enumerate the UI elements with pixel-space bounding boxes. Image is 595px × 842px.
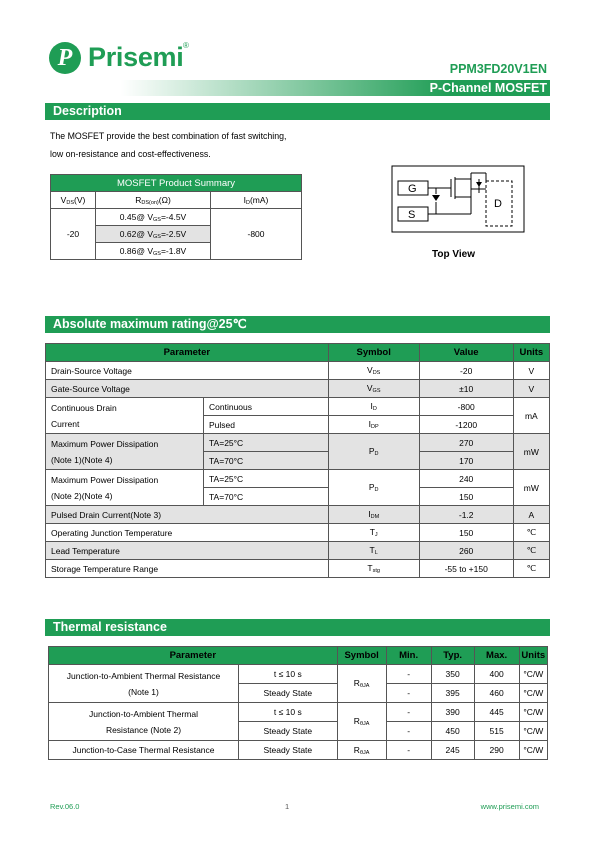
brand-logo-icon: P	[49, 42, 81, 74]
registered-mark: ®	[183, 41, 189, 50]
top-view-caption: Top View	[432, 249, 475, 260]
table-row: Lead Temperature $T_L$ 260 ℃	[46, 542, 550, 560]
table-row: Continuous Drain Current Continuous $I_D$ -800 mA	[46, 398, 550, 416]
table-row: Maximum Power Dissipation (Note 2)(Note 4) TA=25°C $P_D$ 240 mW	[46, 470, 550, 488]
table-row: Drain-Source Voltage $V_{DS}$ -20 V	[46, 362, 550, 380]
brand-name: Prisemi	[88, 42, 184, 72]
table-row: Pulsed $I_{DP}$ -1200	[46, 416, 550, 434]
table-row: Operating Junction Temperature $T_J$ 150 ℃	[46, 524, 550, 542]
pin-g-label: G	[408, 183, 417, 195]
table-row: Steady State - 450 515 °C/W	[49, 722, 548, 741]
table-row: Gate-Source Voltage $V_{GS}$ ±10 V	[46, 380, 550, 398]
footer-revision: Rev.06.0	[50, 802, 80, 811]
table-row: Junction-to-Ambient Thermal Resistance (Note 1) t ≤ 10 s $R_{\theta JA}$ - 350 400 °C/W	[49, 665, 548, 684]
device-type: P-Channel MOSFET	[429, 81, 547, 95]
table-row: Maximum Power Dissipation (Note 1)(Note 4) TA=25°C $P_D$ 270 mW	[46, 434, 550, 452]
summary-vds: -20	[51, 209, 96, 260]
footer-website-link[interactable]: www.prisemi.com	[480, 802, 539, 811]
product-summary-table: MOSFET Product Summary $V_{DS}(V)$ $R_{DS(on)}(\Omega)$ $I_D(mA)$ -20 0.45@ $V_{GS}=-4.5V$ -800 0.62@ $V_{GS}=-2.5V$ 0.86@ $V_{GS}=-1.8V$	[50, 174, 302, 260]
table-row: TA=70°C 150	[46, 488, 550, 506]
table-row: Steady State - 395 460 °C/W	[49, 684, 548, 703]
summary-id: -800	[211, 209, 302, 260]
table-row: Junction-to-Case Thermal Resistance Steady State $R_{\theta JA}$ - 245 290 °C/W	[49, 741, 548, 760]
part-number: PPM3FD20V1EN	[449, 62, 547, 76]
description-text: The MOSFET provide the best combination of fast switching, low on-resistance and cost-effectiveness.	[50, 131, 287, 159]
table-row: Pulsed Drain Current(Note 3) $I_{DM}$ -1.2 A	[46, 506, 550, 524]
table-row: TA=70°C 170	[46, 452, 550, 470]
table-row: Junction-to-Ambient Thermal Resistance (Note 2) t ≤ 10 s $R_{\theta JA}$ - 390 445 °C/W	[49, 703, 548, 722]
abs-max-table: Parameter Symbol Value Units Drain-Source Voltage $V_{DS}$ -20 V Gate-Source Voltage $V_{GS}$ ±10 V Continuous Drain Current Continuous $I_D$ -800 mA Pulsed $I_{DP}$ -1200 Maximum Power Dissipation (Note 1)(Note 4) TA=25°C $P_D$ 270 mW TA=70°C 170 Maximum Power Dissipation (Note 2)(Note 4) TA=25°C $P_D$ 240 mW TA=70°C 150 Pulsed Drain Current(Note 3) $I_{DM}$ -1.2 A Operating Junction Temperature $T_J$ 150 ℃ Lead Temperature $T_L$ 260 ℃ Storage Temperature Range $T_{stg}$ -55 to +150 ℃	[45, 343, 550, 578]
pin-s-label: S	[408, 209, 416, 221]
thermal-heading: Thermal resistance	[45, 619, 550, 636]
footer-page-number: 1	[285, 802, 290, 811]
thermal-table: Parameter Symbol Min. Typ. Max. Units Junction-to-Ambient Thermal Resistance (Note 1) t ≤ 10 s $R_{\theta JA}$ - 350 400 °C/W Steady State - 395 460 °C/W Junction-to-Ambient Thermal Resistance (Note 2) t ≤ 10 s $R_{\theta JA}$ - 390 445 °C/W Steady State - 450 515 °C/W Junction-to-Case Thermal Resistance Steady State $R_{\theta JA}$ - 245 290 °C/W	[48, 646, 548, 760]
pin-d-label: D	[494, 198, 502, 210]
description-heading: Description	[45, 103, 550, 120]
table-row: Storage Temperature Range $T_{stg}$ -55 to +150 ℃	[46, 560, 550, 578]
abs-max-heading: Absolute maximum rating@25℃	[45, 316, 550, 333]
summary-title: MOSFET Product Summary	[51, 175, 302, 192]
pinout-diagram	[391, 165, 526, 235]
